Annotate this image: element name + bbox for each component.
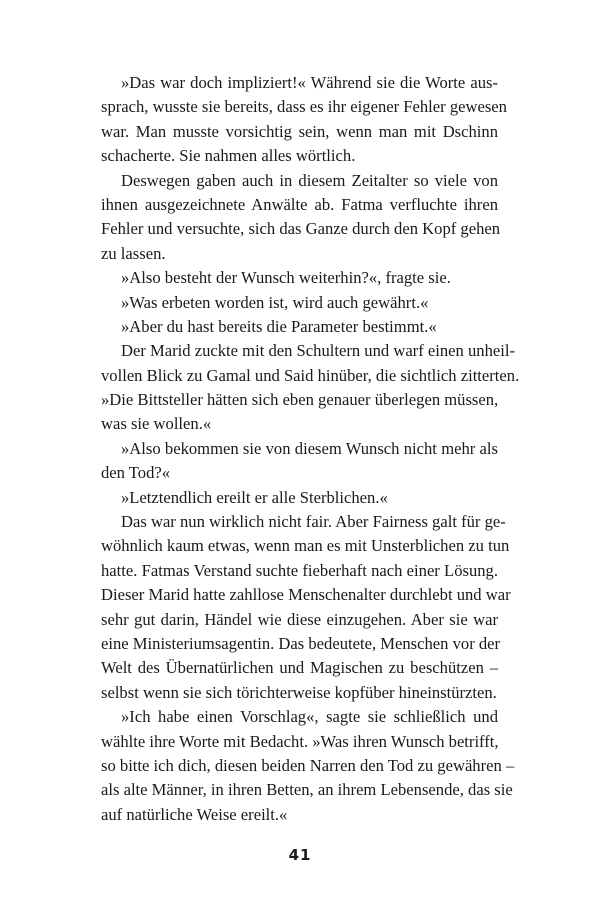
text-line: als alte Männer, in ihren Betten, an ihrem Lebensende, das sie (101, 780, 513, 800)
text-line: auf natürliche Weise ereilt.« (101, 804, 288, 824)
text-line: vollen Blick zu Gamal und Said hinüber, die sichtlich zitterten. (101, 365, 520, 385)
text-line: hatte. Fatmas Verstand suchte fieberhaft nach einer Lösung. (101, 560, 498, 580)
text-line: wählte ihre Worte mit Bedacht. »Was ihren Wunsch betrifft, (101, 731, 499, 751)
text-line: Dieser Marid hatte zahllose Menschenalter durchlebt und war (101, 585, 511, 605)
text-line: selbst wenn sie sich törichterweise kopfüber hineinstürzten. (101, 682, 497, 702)
text-line: sehr gut darin, Händel wie diese einzugehen. Aber sie war (101, 609, 498, 629)
text-line: was sie wollen.« (101, 414, 212, 434)
text-line: Der Marid zuckte mit den Schultern und warf einen unheil- (121, 341, 515, 361)
text-line: eine Ministeriumsagentin. Das bedeutete, Menschen vor der (101, 633, 501, 653)
text-line: zu lassen. (101, 243, 166, 263)
text-line: so bitte ich dich, diesen beiden Narren den Tod zu gewähren – (101, 755, 515, 775)
text-line: Deswegen gaben auch in diesem Zeitalter so viele von (121, 170, 498, 190)
text-line: sprach, wusste sie bereits, dass es ihr eigener Fehler gewesen (101, 97, 507, 117)
text-line: Welt des Übernatürlichen und Magischen zu beschützen – (101, 658, 498, 678)
text-line: ihnen ausgezeichnete Anwälte ab. Fatma verfluchte ihren (101, 194, 498, 214)
text-line: »Das war doch impliziert!« Während sie die Worte aus- (121, 73, 498, 92)
text-line: »Letztendlich ereilt er alle Sterblichen.« (121, 487, 388, 507)
text-line: Das war nun wirklich nicht fair. Aber Fairness galt für ge- (121, 512, 506, 532)
text-line: »Also besteht der Wunsch weiterhin?«, fragte sie. (121, 268, 451, 288)
text-line: »Was erbeten worden ist, wird auch gewährt.« (121, 292, 429, 312)
body-text (101, 71, 520, 827)
text-line: »Die Bittsteller hätten sich eben genauer überlegen müssen, (101, 390, 499, 410)
text-line: »Ich habe einen Vorschlag«, sagte sie schließlich und (121, 707, 498, 727)
text-line: schacherte. Sie nahmen alles wörtlich. (101, 146, 356, 166)
text-line: »Also bekommen sie von diesem Wunsch nicht mehr als (121, 438, 498, 458)
page-number: 41 (288, 846, 312, 864)
text-line: wöhnlich kaum etwas, wenn man es mit Unsterblichen zu tun (101, 536, 510, 556)
text-line: Fehler und versuchte, sich das Ganze durch den Kopf gehen (101, 219, 501, 239)
text-line: den Tod?« (101, 463, 171, 483)
text-line: »Aber du hast bereits die Parameter bestimmt.« (121, 316, 437, 336)
text-line: war. Man musste vorsichtig sein, wenn man mit Dschinn (101, 121, 498, 141)
